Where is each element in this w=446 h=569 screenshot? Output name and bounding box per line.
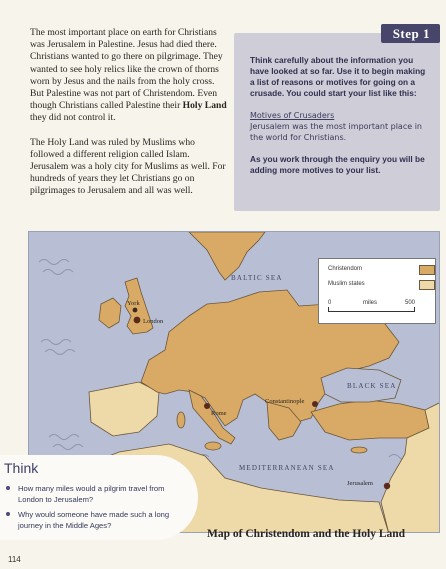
intro-paragraph-1: The most important place on earth for Christians was Jerusalem in Palestine. Jesus had died there. Christians wanted to go there on pilgrimage. They wanted to see holy relics like the crown of thorns worn by Jesus and the nails from the holy cross. But Palestine was not part of Christendom. Even though Christians called Palestine their Holy Land they did not control it. [30, 27, 227, 124]
jerusalem-dot [384, 483, 390, 489]
step-1-box [234, 26, 440, 211]
think-questions [4, 483, 186, 535]
scale-end: 500 [405, 300, 416, 306]
london-dot [134, 317, 141, 324]
sicily-island [205, 442, 221, 450]
jerusalem-label: Jerusalem [347, 480, 373, 487]
iberia-muslim-land [89, 382, 159, 436]
black-sea-label: BLACK SEA [347, 382, 397, 390]
intro-paragraph-2: The Holy Land was ruled by Muslims who followed a different religion called Islam. Jerusalem was a holy city for Muslims as well. For hundreds of years they let Christians go on pilgrimages to Jerusalem and all was well. [30, 136, 226, 197]
sardinia-island [177, 412, 185, 428]
york-dot [133, 308, 138, 313]
think-box [0, 455, 198, 540]
page-number: 114 [8, 555, 21, 564]
baltic-sea-label: BALTIC SEA [231, 274, 283, 282]
think-question: How many miles would a pilgrim travel from London to Jerusalem? [4, 483, 186, 505]
rome-label: Rome [211, 410, 227, 417]
holy-land-term: Holy Land [182, 100, 227, 112]
motives-example: Jerusalem was the most important place in the world for Christians. [250, 122, 422, 142]
scandinavia-land [189, 232, 265, 280]
think-question: Why would someone have made such a long journey in the Middle Ages? [4, 509, 186, 531]
mediterranean-sea-label: MEDITERRANEAN SEA [239, 464, 335, 472]
scale-unit: miles [363, 300, 378, 306]
legend-christendom-swatch [419, 265, 435, 275]
scale-start: 0 [328, 300, 332, 306]
york-label: York [127, 300, 140, 307]
legend-muslim-swatch [419, 280, 435, 290]
rome-dot [204, 403, 210, 409]
anatolia-land [311, 400, 429, 440]
constantinople-label: Constantinople [265, 398, 305, 405]
intro-text [30, 27, 230, 210]
think-title: Think [4, 460, 39, 476]
ireland-land [99, 298, 121, 328]
map-legend [318, 258, 436, 324]
map-caption: Map of Christendom and the Holy Land [207, 528, 406, 540]
motives-heading: Motives of Crusaders [250, 111, 335, 120]
step-closing: As you work through the enquiry you will be adding more motives to your list. [250, 154, 425, 175]
legend-christendom-label: Christendom [328, 266, 363, 272]
step-instruction: Think carefully about the information you have looked at so far. Use it to begin making a list of reasons or motives for going on a crusade. You could start your list like this: [250, 55, 426, 98]
london-label: London [143, 318, 164, 325]
step-tab: Step 1 [381, 24, 440, 43]
scale-bar [328, 307, 415, 312]
cyprus-island [351, 447, 367, 453]
constantinople-dot [312, 401, 318, 407]
legend-muslim-label: Muslim states [328, 281, 365, 287]
